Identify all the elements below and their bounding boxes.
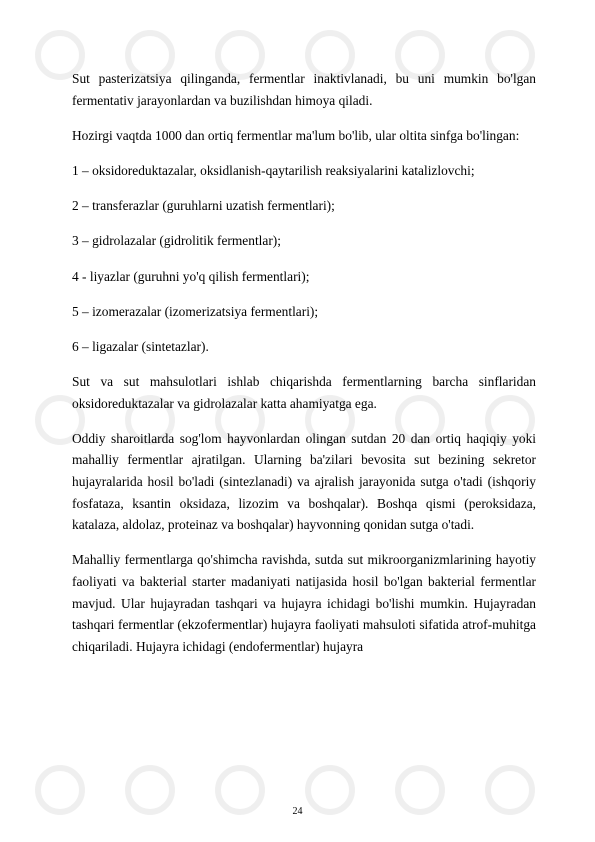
paragraph-native-enzymes: Oddiy sharoitlarda sog'lom hayvonlardan olingan sutdan 20 dan ortiq haqiqiy yoki mahalliy fermentlar ajratilgan. Ularning ba'zilari bevosita sut bezining sekretor hujayralarida hosil bo'ladi (sintezlanadi) va ajralish jarayonida sutga o'tadi (ishqoriy fosfataza, ksantin oksidaza, lizozim va boshqalar). Boshqa qismi (peroksidaza, katalaza, aldolaz, proteinaz va boshqalar) hayvonning qonidan sutga o'tadi. <box>72 430 536 533</box>
paragraph-pasteurization: Sut pasterizatsiya qilinganda, fermentlar inaktivlanadi, bu uni mumkin bo'lgan fermentativ jarayonlardan va buzilishdan himoya qiladi. <box>72 71 536 108</box>
list-item-class-1: 1 – oksidoreduktazalar, oksidlanish-qaytarilish reaksiyalarini katalizlovchi; <box>72 162 475 178</box>
page-content <box>72 68 536 671</box>
list-item-class-6: 6 – ligazalar (sintetazlar). <box>72 338 209 354</box>
list-item-class-2: 2 – transferazlar (guruhlarni uzatish fermentlari); <box>72 198 335 214</box>
page-number: 24 <box>292 806 303 817</box>
paragraph-enzyme-count: Hozirgi vaqtda 1000 dan ortiq fermentlar ma'lum bo'lib, ular oltita sinfga bo'lingan: <box>72 127 520 143</box>
paragraph-bacterial-enzymes: Mahalliy fermentlarga qo'shimcha ravishda, sutda sut mikroorganizmlarining hayotiy faoliyati va bakterial starter madaniyati natijasida hosil bo'lgan bakterial fermentlar mavjud. Ular hujayradan tashqari va hujayra ichidagi bo'lishi mumkin. Hujayradan tashqari fermentlar (ekzofermentlar) hujayra faoliyati mahsuloti sifatida atrof-muhitga chiqariladi. Hujayra ichidagi (endofermentlar) hujayra <box>72 552 536 654</box>
list-item-class-5: 5 – izomerazalar (izomerizatsiya fermentlari); <box>72 303 319 319</box>
paragraph-important-classes: Sut va sut mahsulotlari ishlab chiqarishda fermentlarning barcha sinflaridan oksidoreduktazalar va gidrolazalar katta ahamiyatga ega. <box>72 374 536 411</box>
list-item-class-4: 4 - liyazlar (guruhni yo'q qilish fermentlari); <box>72 268 310 284</box>
list-item-class-3: 3 – gidrolazalar (gidrolitik fermentlar); <box>72 233 281 249</box>
